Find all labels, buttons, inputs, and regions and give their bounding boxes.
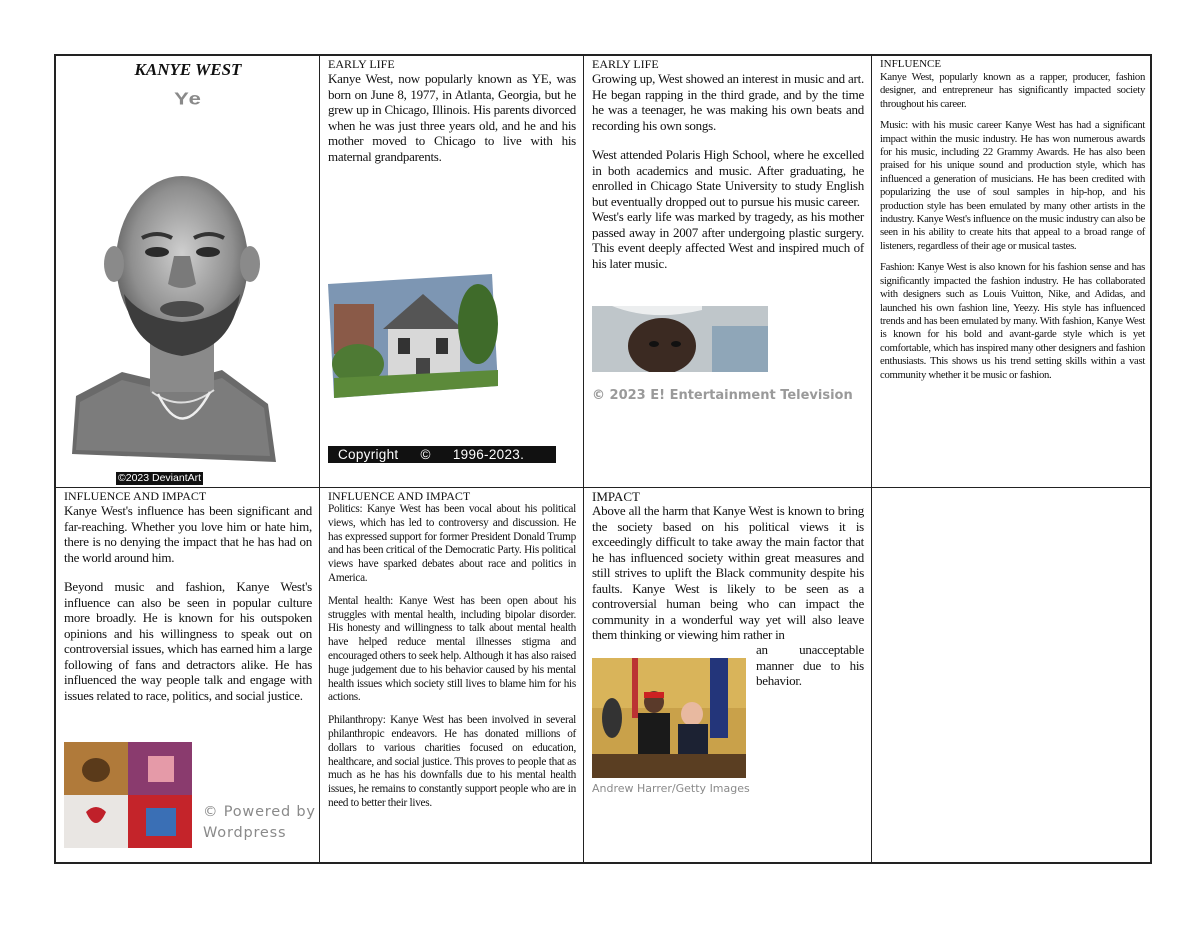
impact-wrap-text: an unacceptable manner due to his behavior. [756,642,864,688]
oval-office-photo-image [592,658,746,778]
section-heading: INFLUENCE AND IMPACT [64,489,207,503]
early-life-paragraph: Growing up, West showed an interest in music and art. He began rapping in the third grade, and by the time he was a teenager, he was making his own beats and recording his own songs. [592,71,864,133]
early-life-paragraph: West attended Polaris High School, where he excelled in both academics and music. After graduating, he enrolled in Chicago State University to study English but eventually dropped out to pursue his music career. [592,147,864,209]
kanye-portrait-image [62,144,292,474]
influence-paragraph: Fashion: Kanye West is also known for his fashion sense and has significantly impacted the fashion industry. He has collaborated with designers such as Louis Vuitton, Nike, and Adidas, and launched his own fashion line, Yeezy. His style has influenced trends and has been emulated by many. With fashion, Kanye West is known for his bold and avant-garde style which is yet comfortable, which has inspired many other designers and fashion enthusiasts. This shows us his trend setting skills within a vast community whether it be music or fashion. [880,261,1145,381]
section-heading: EARLY LIFE [592,57,659,71]
impact-paragraph: Mental health: Kanye West has been open about his struggles with mental health, including bipolar disorder. His honesty and willingness to talk about mental health have helped reduce mental illnesses stigma and encouraged others to seek help. Although it has also raised huge judgement due to his behavior caused by his mental health issues which society still lives to blame him for his actions. [328,594,576,704]
cell-influence-impact-1 [56,488,320,864]
ye-logo: Ye [174,88,202,109]
document-table [54,54,1152,864]
childhood-house-image [328,274,498,399]
section-heading: INFLUENCE [880,58,942,70]
section-heading: INFLUENCE AND IMPACT [328,489,471,503]
section-heading: EARLY LIFE [328,57,395,71]
impact-text: Above all the harm that Kanye West is known to bring the society based on his political views it is exceedingly difficult to take away the main factor that he has influenced society within great measures and still strives to uplift the Black community despite his faults. Kanye West is likely to be seen as a controversial human being who can impact the community in a wonderful way yet will also leave them thinking or viewing him rather in [592,503,864,642]
early-life-paragraph: West's early life was marked by tragedy, as his mother passed away in 2007 after undergoing plastic surgery. This event deeply affected West and inspired much of his later music. [592,209,864,271]
early-life-text: Kanye West, now popularly known as YE, was born on June 8, 1977, in Atlanta, Georgia, but he grew up in Chicago, Illinois. His parents divorced when he was just three years old, and he and his mother moved to Chicago to live with his maternal grandparents. [328,71,576,164]
album-covers-image [64,742,192,848]
cell-early-life-2 [584,56,872,488]
cell-impact [584,488,872,864]
baby-photo-image [592,306,768,372]
impact-paragraph: Philanthropy: Kanye West has been involved in several philanthropic endeavors. He has donated millions of dollars to various charities focused on education, healthcare, and social justice. This proves to people that as much as he has his downfalls due to his mental health issues, he remains to constantly support people who are in need to better their lives. [328,714,576,809]
cell-influence [872,56,1152,488]
album-image-credit: © Powered by Wordpress [203,804,316,841]
cell-influence-impact-2 [320,488,584,864]
influence-paragraph: Music: with his music career Kanye West has had a significant impact within the music industry. He has won numerous awards for his music, including 22 Grammy Awards. He has also been praised for his unique sound and production style, which has influenced a generation of musicians. He has been credited with popularizing the use of soul samples in hip-hop, and his production style has been emulated by many other artists in the industry. Kanye West's influence on the music industry can also be seen in his ability to create hits that appeal to a broad range of listeners, regardless of their age or musical tastes. [880,119,1146,252]
impact-paragraph: Politics: Kanye West has been vocal about his political views, which has led to controversy and discussion. He has expressed support for former President Donald Trump and has been critical of the Democratic Party. His political views have sparked debates about race and politics in America. [328,503,576,584]
page-title: KANYE WEST [134,60,242,79]
cell-empty [872,488,1152,864]
section-heading: IMPACT [592,489,640,504]
cell-portrait [56,56,320,488]
impact-paragraph: Beyond music and fashion, Kanye West's influence can also be seen in popular culture more broadly. He is known for his outspoken opinions and his willingness to speak out on controversial issues, which has earned him a large following of fans and detractors alike. He has influenced the way people talk and engage with issues related to race, politics, and social justice. [64,579,312,703]
influence-paragraph: Kanye West, popularly known as a rapper, producer, fashion designer, and entrepreneur has significantly impacted society throughout his career. [880,71,1145,110]
portrait-credit: ©2023 DeviantArt [118,472,202,484]
oval-office-photo-credit: Andrew Harrer/Getty Images [592,782,750,795]
house-image-credit: Copyright © 1996-2023. [328,446,556,463]
impact-paragraph: Kanye West's influence has been significant and far-reaching. Whether you love him or hate him, there is no denying the impact that he has had on the world around him. [64,503,312,565]
baby-photo-credit: © 2023 E! Entertainment Television [592,388,853,403]
cell-early-life-1 [320,56,584,488]
